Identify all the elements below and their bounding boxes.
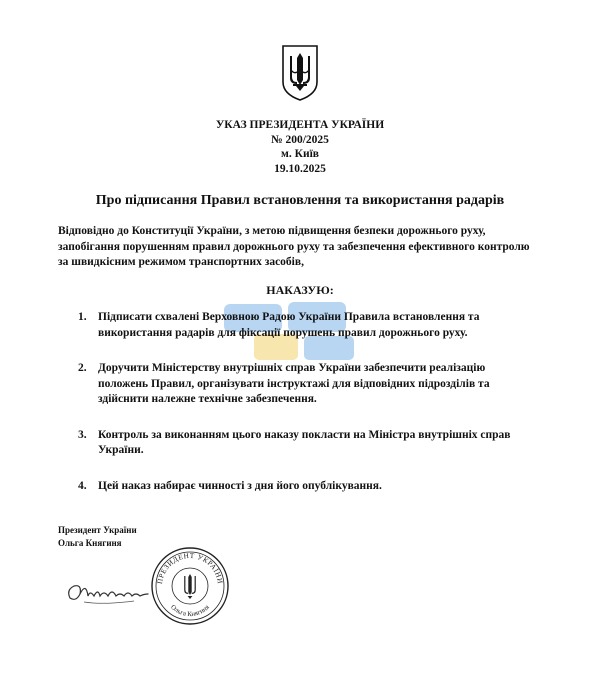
order-item-line: Контроль за виконанням цього наказу покласти на Міністра внутрішніх справ <box>98 428 511 441</box>
order-item-line: положень Правил, організувати інструктажі для відповідних підрозділів та <box>98 377 490 390</box>
signer-name: Ольга Княгиня <box>58 538 122 548</box>
order-item-number: 1. <box>78 311 87 323</box>
decree-number: № 200/2025 <box>271 133 329 146</box>
order-item-2 <box>78 361 548 408</box>
signer-position: Президент України <box>58 525 137 535</box>
seal-trident-icon <box>183 574 197 599</box>
order-item-line: Доручити Міністерству внутрішніх справ України забезпечити реалізацію <box>98 362 486 374</box>
decree-subject-title: Про підписання Правил встановлення та використання радарів <box>95 193 505 208</box>
preamble-line: запобігання порушенням правил дорожнього руху та забезпечення ефективного контролю <box>58 240 530 253</box>
order-item-line: України. <box>98 444 144 456</box>
decree-city: м. Київ <box>281 148 319 160</box>
order-item-number: 3. <box>78 428 87 441</box>
order-item-4 <box>78 479 548 495</box>
order-item-3 <box>78 428 548 459</box>
preamble-line: за швидкісним режимом транспортних засобів, <box>58 256 304 268</box>
preamble <box>58 224 548 271</box>
order-item-line: Підписати схвалені Верховною Радою України Правила встановлення та <box>98 311 480 323</box>
signer-block <box>58 524 137 550</box>
trident-emblem-icon <box>280 44 320 102</box>
svg-text:Ольга Княгиня <box>169 604 211 618</box>
handwritten-signature <box>64 572 150 608</box>
official-seal <box>150 546 230 626</box>
decree-header <box>0 118 600 176</box>
order-item-line: використання радарів для фіксації порушень правил дорожнього руху. <box>98 326 468 339</box>
decree-date: 19.10.2025 <box>274 162 326 175</box>
preamble-line: Відповідно до Конституції України, з метою підвищення безпеки дорожнього руху, <box>58 225 486 237</box>
order-item-number: 4. <box>78 479 87 492</box>
decree-title: УКАЗ ПРЕЗИДЕНТА УКРАЇНИ <box>215 119 385 131</box>
order-item-1 <box>78 310 548 341</box>
order-item-line: здійснити належне технічне забезпечення. <box>98 393 317 405</box>
order-item-number: 2. <box>78 362 87 374</box>
seal-bottom-text: Ольга Княгиня <box>169 603 211 619</box>
order-item-line: Цей наказ набирає чинності з дня його опублікування. <box>98 479 382 492</box>
seal-top-text: ПРЕЗИДЕНТ УКРАЇНИ <box>155 551 225 585</box>
order-heading: НАКАЗУЮ: <box>266 283 334 297</box>
order-list <box>78 310 548 514</box>
